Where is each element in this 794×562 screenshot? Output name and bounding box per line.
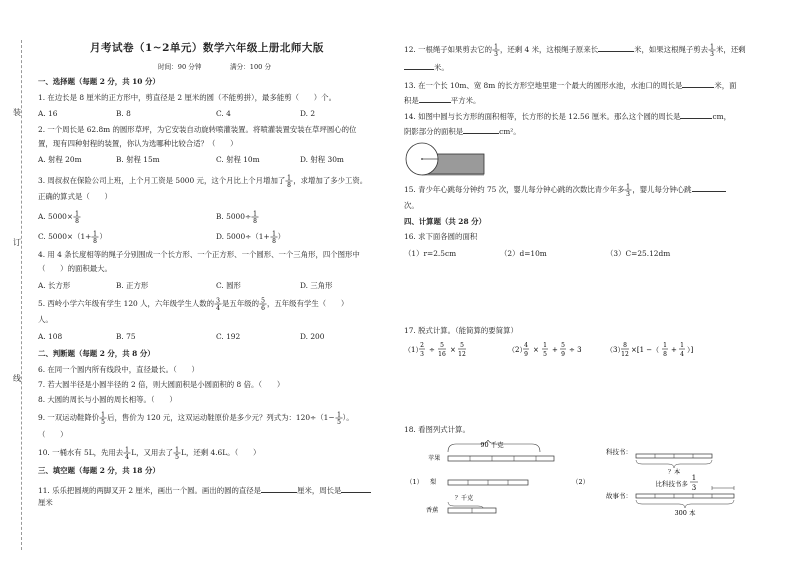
answer-blank[interactable] [692, 183, 726, 192]
question-10 [38, 446, 260, 460]
fraction-numerator: 1 [125, 446, 130, 454]
q9-text-a: 9. 一双运动鞋降价 [38, 413, 100, 422]
fraction-denominator: 16 [438, 351, 446, 358]
fraction-numerator: 1 [271, 230, 276, 238]
fraction-denominator: 3 [420, 351, 424, 358]
fraction-numerator: 1 [710, 43, 714, 51]
q12-text-a: 12. 一根绳子如果剪去它的 [404, 45, 493, 54]
fraction-denominator: 8 [75, 218, 79, 224]
q2-option-a: A. 射程 20m [38, 155, 82, 164]
q3-option-c: C. 5000×（1+ 1 8 ） [38, 230, 107, 244]
figure-label: （1） [406, 478, 424, 486]
q15-text-a: 15. 青少年心跳每分钟约 75 次，婴儿每分钟心跳的次数比青少年多 [404, 185, 625, 194]
fraction-denominator: 4 [680, 351, 684, 358]
question-14-line1 [404, 110, 731, 122]
expr-op: + [671, 346, 677, 354]
fraction-numerator: 5 [261, 297, 265, 305]
question-14-line2 [404, 125, 521, 137]
fraction-denominator: 5 [336, 419, 341, 425]
q10-text-b: L，又用去了 [131, 448, 174, 457]
fraction [251, 210, 259, 224]
fraction-denominator: 8 [253, 218, 258, 224]
q11-text-a: 11. 乐乐把圆规的两脚叉开 2 厘米，画出一个圆。画出的圆的直径是 [38, 486, 262, 495]
q11-text-b: 厘米，周长是 [297, 486, 342, 495]
exam-score: 满分：100 分 [230, 63, 272, 71]
fraction-denominator: 9 [561, 351, 565, 358]
binding-line [21, 40, 22, 550]
q14-text-a: 14. 如图中圆与长方形的面积相等，长方形的长是 12.56 厘米。那么这个圆的周长是 [404, 112, 681, 121]
q4-option-d: D. 三角形 [300, 281, 333, 290]
answer-blank[interactable] [404, 61, 434, 70]
question-17: 17. 脱式计算。（能简算的要简算） [404, 326, 518, 335]
question-12-line1 [404, 43, 746, 57]
expr-part: （2） [508, 346, 527, 354]
q3-option-c-text: C. 5000×（1+ [38, 232, 92, 241]
fraction-numerator: 1 [680, 342, 684, 349]
fraction-denominator: 12 [621, 351, 629, 358]
question-2-line1: 2. 一个周长是 62.8m 的圆形草坪，为它安装自动旋转喷灌装置。将喷灌装置安装在草坪圆心的位 [38, 125, 357, 134]
question-11-line2: 厘米 [38, 498, 53, 507]
question-9-line1 [38, 411, 354, 425]
expr-part: （1） [404, 346, 423, 354]
q2-option-c: C. 射程 10m [216, 155, 260, 164]
q9-text-c: ）。 [342, 413, 354, 422]
binding-char: 订 [13, 238, 21, 247]
story-book-bar [636, 494, 734, 498]
question-13-line2 [404, 94, 480, 106]
q17-expression-3 [606, 340, 726, 358]
q12-text-b: ，还剩 4 米，这根绳子原来长 [500, 45, 599, 54]
circle-rectangle-figure [400, 140, 500, 180]
q13-text-a: 13. 在一个长 10m、宽 8m 的长方形空地里建一个最大的圆形水池，水池口的周长是 [404, 81, 683, 90]
q1-option-c: C. 4 [216, 109, 231, 118]
question-5-line2: 人。 [38, 315, 53, 324]
fraction [99, 411, 107, 425]
apple-bar [448, 456, 554, 461]
expr-op: ÷ 3 [569, 346, 582, 354]
q5-option-c: C. 192 [216, 332, 241, 341]
question-9-line2: （ ） [38, 430, 68, 439]
fraction-numerator: 1 [626, 183, 631, 191]
expr-part: ）] [687, 346, 694, 354]
segment-diagram-1 [400, 440, 560, 516]
fraction [214, 297, 222, 311]
row-label: 科技书： [606, 448, 632, 456]
q14-text-b: cm， [712, 112, 732, 121]
section-heading: 三、填空题（每题 2 分，共 18 分） [38, 466, 160, 475]
question-3-line1 [38, 174, 367, 188]
fraction [492, 43, 500, 57]
q5-option-d: D. 200 [300, 332, 325, 341]
q17-expression-1 [404, 340, 494, 358]
question-1: 1. 在边长是 8 厘米的正方形中，剪直径是 2 厘米的圆（不能剪拼），最多能剪（ ）个。 [38, 93, 336, 102]
fraction-denominator: 9 [524, 351, 528, 358]
fraction-numerator: 1 [175, 446, 179, 454]
fraction-numerator: 1 [336, 411, 341, 419]
fraction [73, 210, 81, 224]
question-6: 6. 在同一个圆内所有线段中，直径最长。（ ） [38, 365, 199, 374]
figure-label: （2） [572, 478, 590, 486]
segment-diagram-2 [566, 440, 736, 516]
q17-expression-2 [508, 340, 608, 358]
binding-char: 线 [13, 374, 21, 383]
q5-text-a: 5. 西岭小学六年级有学生 120 人，六年级学生人数的 [38, 299, 215, 308]
question-15-line2: 次。 [404, 201, 419, 210]
q4-option-b: B. 正方形 [116, 281, 149, 290]
expr-op: × [450, 346, 456, 354]
question-5-line1 [38, 297, 348, 311]
answer-blank[interactable] [682, 79, 714, 88]
center-dot [421, 158, 423, 160]
q12-text-e: 米。 [434, 63, 449, 72]
q10-text-a: 10. 一桶水有 5L，先用去 [38, 448, 124, 457]
q3-option-d: D. 5000÷（1+ 1 8 ） [216, 230, 286, 244]
fraction [335, 411, 343, 425]
q12-text-c: 米，如果这根绳子剪去 [634, 45, 709, 54]
fraction-numerator: 5 [440, 342, 444, 349]
question-2-line2: 置，现有四种射程的装置，你认为选哪种比较合适？（ ） [38, 139, 238, 148]
question-11-line1 [38, 484, 371, 496]
section-heading: 一、选择题（每题 2 分，共 10 分） [38, 77, 160, 86]
fraction-numerator: 2 [420, 342, 424, 349]
fraction-numerator: 8 [623, 342, 627, 349]
question-12-line2 [404, 61, 449, 73]
question-7: 7. 若大圆半径是小圆半径的 2 倍，则大圆面积是小圆面积的 8 倍。（ ） [38, 380, 285, 389]
q3-option-a [38, 210, 81, 224]
page-title: 月考试卷（1~2单元）数学六年级上册北师大版 [90, 42, 324, 54]
answer-blank[interactable] [598, 43, 634, 52]
binding-char: 装 [13, 108, 21, 117]
section-heading: 二、判断题（每题 2 分，共 8 分） [38, 349, 155, 358]
brace-bottom [636, 500, 734, 508]
q1-option-d: D. 2 [300, 109, 316, 118]
expr-op: × [533, 346, 539, 354]
fraction-denominator: 8 [93, 238, 98, 244]
fraction [708, 43, 716, 57]
fraction-denominator: 3 [626, 191, 631, 197]
q5-text-c: ，五年级有学生（ ） [267, 299, 349, 308]
q16-item-1: （1）r=2.5cm [404, 249, 457, 258]
question-13-line1 [404, 79, 737, 91]
q5-option-b: B. 75 [116, 332, 136, 341]
fraction-numerator: 5 [561, 342, 565, 349]
fraction-denominator: 8 [271, 238, 276, 244]
fraction-denominator: 4 [216, 305, 220, 311]
fraction-numerator: 1 [93, 230, 98, 238]
q3-option-b-text: B. 5000÷ [216, 212, 252, 221]
row-label: 香蕉 [426, 507, 439, 514]
fraction-denominator: 5 [101, 419, 106, 425]
fraction-denominator: 8 [287, 182, 292, 188]
fraction [270, 230, 278, 244]
question-3-line2: 正确的算式是（ ） [38, 192, 112, 201]
answer-blank[interactable] [463, 125, 499, 134]
fraction-numerator: 1 [101, 411, 106, 419]
q14-text-c: 阴影部分的面积是 [404, 127, 464, 136]
q3-text-a: 3. 周叔叔在保险公司上班，上个月工资是 5000 元，这个月比上个月增加了 [38, 176, 286, 185]
q10-text-c: L，还剩 4.6L。（ ） [181, 448, 261, 457]
fraction-numerator: 1 [287, 174, 292, 182]
fraction [123, 446, 131, 460]
fraction-numerator: 4 [524, 342, 528, 349]
binding-margin [0, 0, 30, 562]
fraction [173, 446, 181, 460]
answer-blank[interactable] [419, 94, 451, 103]
answer-blank[interactable] [341, 484, 371, 493]
fraction-numerator: 1 [543, 342, 547, 349]
fraction-numerator: 1 [253, 210, 258, 218]
brace [636, 460, 712, 468]
question-16: 16. 求下面各圆的面积 [404, 232, 478, 241]
q14-text-d: cm²。 [499, 127, 521, 136]
q-value-label: ？千克 [454, 495, 474, 502]
answer-blank[interactable] [261, 484, 297, 493]
q3-option-a-text: A. 5000× [38, 212, 74, 221]
q13-text-c: 积是 [404, 96, 419, 105]
fraction-denominator: 8 [663, 351, 667, 358]
answer-blank[interactable] [680, 110, 712, 119]
section-heading: 四、计算题（共 28 分） [404, 217, 486, 226]
q2-option-d: D. 射程 30m [300, 155, 344, 164]
exam-time: 时间：90 分钟 [158, 63, 202, 71]
q3-option-b [216, 210, 259, 224]
question-4-line2: （ ）的面积最大。 [38, 264, 112, 273]
expr-op: ÷ [429, 346, 435, 354]
q9-text-b: 后，售价为 120 元，这双运动鞋原价是多少元？列式为：120÷（1− [107, 413, 335, 422]
question-15-line1 [404, 183, 726, 197]
fraction-denominator: 5 [175, 454, 179, 460]
q5-text-b: 是五年级的 [222, 299, 259, 308]
q16-item-3: （3）C=25.12dm [606, 249, 671, 258]
q13-text-d: 平方米。 [450, 96, 481, 105]
fraction-numerator: 1 [691, 474, 697, 482]
fraction-denominator: 4 [125, 454, 130, 460]
expr-part: ×[1 −（ [631, 346, 660, 354]
row-label: 梨 [430, 479, 437, 486]
fraction [259, 297, 267, 311]
total-label: 300 本 [674, 509, 696, 516]
expr-op: + [552, 346, 558, 354]
q4-option-a: A. 长方形 [38, 281, 71, 290]
q3-text-b: ，求增加了多少工资。 [293, 176, 368, 185]
fraction-denominator: 6 [261, 305, 265, 311]
fraction-numerator: 1 [494, 43, 498, 51]
q13-text-b: 米，面 [714, 81, 737, 90]
q15-text-b: ，婴儿每分钟心跳 [632, 185, 692, 194]
fraction-numerator: 3 [216, 297, 220, 305]
question-8: 8. 大圆的周长与小圆的周长相等。（ ） [38, 395, 177, 404]
question-4-line1: 4. 用 4 条长度相等的绳子分别围成一个长方形、一个正方形、一个圆形、一个三角形，四个图形中 [38, 250, 360, 259]
fraction-numerator: 1 [663, 342, 667, 349]
row-label: 故事书： [606, 492, 632, 500]
top-value-label: 90 千克 [480, 441, 504, 449]
question-18: 18. 看图列式计算。 [404, 425, 470, 434]
q16-item-2: （2）d=10m [500, 249, 547, 258]
q-value-label: ？本 [667, 469, 681, 476]
q3-option-d-text: D. 5000÷（1+ [216, 232, 270, 241]
fraction-denominator: 3 [494, 51, 498, 57]
fraction-numerator: 5 [460, 342, 464, 349]
expr-part: （3） [606, 346, 625, 354]
q1-option-b: B. 8 [116, 109, 131, 118]
row-label: 苹果 [428, 455, 441, 462]
q4-option-c: C. 圆形 [216, 281, 241, 290]
fraction-denominator: 12 [458, 351, 466, 358]
fraction-numerator: 1 [75, 210, 79, 218]
q2-option-b: B. 射程 15m [116, 155, 160, 164]
fraction-denominator: 5 [543, 351, 547, 358]
q12-text-d: 米，还剩 [716, 45, 746, 54]
fraction-denominator: 3 [691, 484, 697, 492]
q5-option-a: A. 108 [38, 332, 63, 341]
fraction [91, 230, 99, 244]
compare-text: 比科技书多 [655, 480, 688, 488]
fraction-denominator: 3 [710, 51, 714, 57]
q1-option-a: A. 16 [38, 109, 58, 118]
